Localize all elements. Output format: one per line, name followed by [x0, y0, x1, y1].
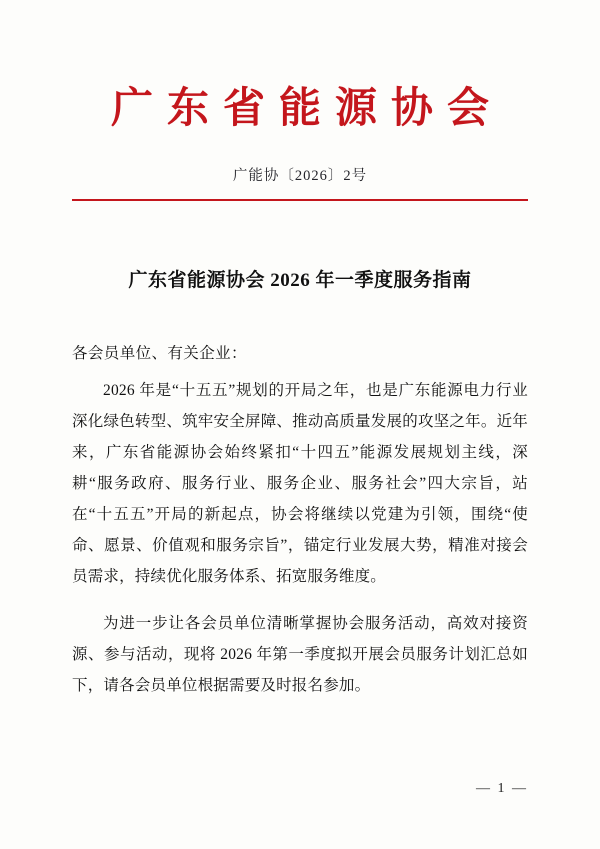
organization-title: 广东省能源协会 [110, 86, 503, 132]
letterhead-divider [72, 199, 528, 201]
body-paragraph-1: 2026 年是“十五五”规划的开局之年，也是广东能源电力行业深化绿色转型、筑牢安全屏障、推动高质量发展的攻坚之年。近年来，广东省能源协会始终紧扣“十四五”能源发展规划主线，深耕“服务政府、服务行业、服务企业、服务社会”四大宗旨，站在“十五五”开局的新起点，协会将继续以党建为引领，围绕“使命、愿景、价值观和服务宗旨”，锚定行业发展大势，精准对接会员需求，持续优化服务体系、拓宽服务维度。 [72, 382, 528, 586]
page-number: — 1 — [476, 781, 528, 796]
salutation: 各会员单位、有关企业： [72, 345, 247, 363]
body-paragraph-2: 为进一步让各会员单位清晰掌握协会服务活动，高效对接资源、参与活动，现将 2026 年第一季度拟开展会员服务计划汇总如下，请各会员单位根据需要及时报名参加。 [72, 614, 528, 694]
page-title: 广东省能源协会 2026 年一季度服务指南 [128, 269, 472, 291]
letterhead [72, 0, 528, 201]
document-number: 广能协〔2026〕2号 [232, 168, 368, 185]
